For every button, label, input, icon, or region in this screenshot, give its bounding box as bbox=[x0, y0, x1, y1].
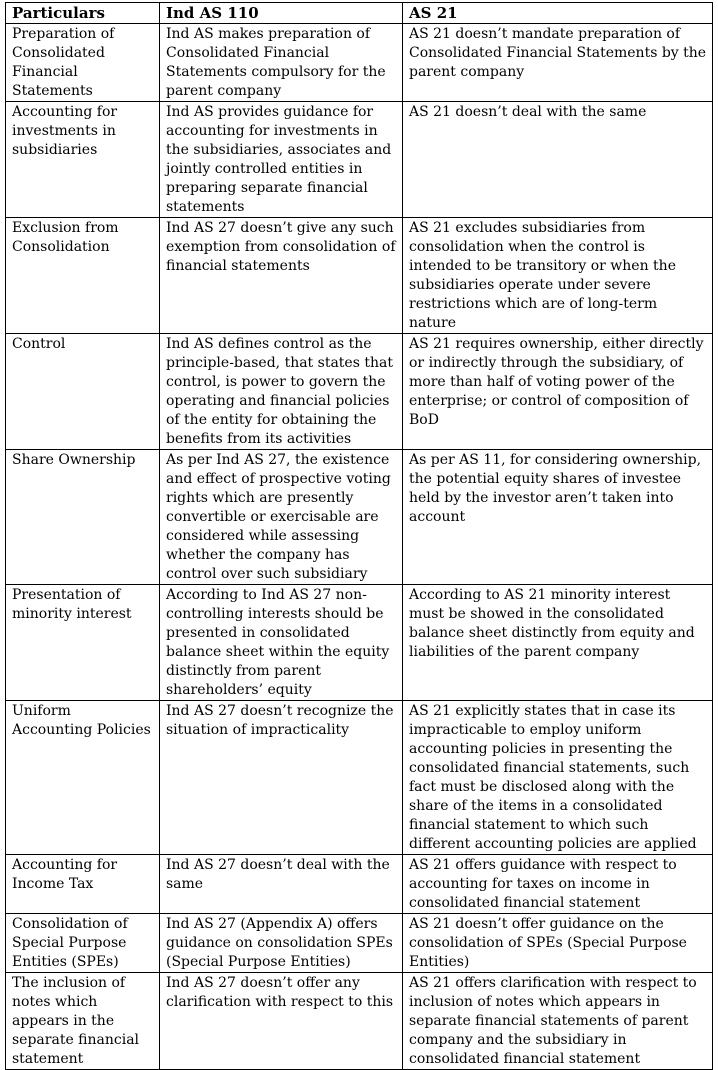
cell-as21: As per AS 11, for considering ownership, the potential equity shares of investee held by the investor aren’t taken into account bbox=[403, 450, 713, 585]
cell-particular: Control bbox=[6, 334, 160, 450]
cell-ind-as: According to Ind AS 27 non-controlling interests should be presented in consolidated balance sheet within the equity distinctly from parent shareholders’ equity bbox=[160, 585, 403, 701]
cell-ind-as: Ind AS 27 doesn’t give any such exemption from consolidation of financial statements bbox=[160, 218, 403, 334]
comparison-table bbox=[5, 2, 713, 1070]
cell-ind-as: Ind AS provides guidance for accounting for investments in the subsidiaries, associates and jointly controlled entities in preparing separate financial statements bbox=[160, 102, 403, 218]
cell-particular: The inclusion of notes which appears in the separate financial statement bbox=[6, 973, 160, 1070]
header-ind-as-110: Ind AS 110 bbox=[160, 3, 403, 24]
cell-as21: AS 21 excludes subsidiaries from consolidation when the control is intended to be transitory or when the subsidiaries operate under severe restrictions which are of long-term nature bbox=[403, 218, 713, 334]
cell-ind-as: Ind AS 27 (Appendix A) offers guidance on consolidation SPEs (Special Purpose Entities) bbox=[160, 914, 403, 973]
cell-ind-as: Ind AS 27 doesn’t deal with the same bbox=[160, 855, 403, 914]
cell-ind-as: Ind AS 27 doesn’t offer any clarification with respect to this bbox=[160, 973, 403, 1070]
table-row bbox=[6, 102, 713, 218]
cell-particular: Exclusion from Consolidation bbox=[6, 218, 160, 334]
table-row bbox=[6, 701, 713, 855]
cell-particular: Uniform Accounting Policies bbox=[6, 701, 160, 855]
header-as-21: AS 21 bbox=[403, 3, 713, 24]
cell-particular: Presentation of minority interest bbox=[6, 585, 160, 701]
header-particulars: Particulars bbox=[6, 3, 160, 24]
cell-ind-as: As per Ind AS 27, the existence and effect of prospective voting rights which are presently convertible or exercisable are considered while assessing whether the company has control over such subsidiary bbox=[160, 450, 403, 585]
table-row bbox=[6, 218, 713, 334]
table-row bbox=[6, 914, 713, 973]
cell-as21: AS 21 doesn’t deal with the same bbox=[403, 102, 713, 218]
cell-as21: AS 21 requires ownership, either directly or indirectly through the subsidiary, of more than half of voting power of the enterprise; or control of composition of BoD bbox=[403, 334, 713, 450]
cell-as21: AS 21 offers guidance with respect to accounting for taxes on income in consolidated financial statement bbox=[403, 855, 713, 914]
header-row bbox=[6, 3, 713, 24]
cell-particular: Accounting for Income Tax bbox=[6, 855, 160, 914]
cell-particular: Consolidation of Special Purpose Entities (SPEs) bbox=[6, 914, 160, 973]
cell-particular: Preparation of Consolidated Financial Statements bbox=[6, 24, 160, 102]
table-row bbox=[6, 334, 713, 450]
cell-particular: Share Ownership bbox=[6, 450, 160, 585]
table-row bbox=[6, 855, 713, 914]
cell-as21: AS 21 explicitly states that in case its impracticable to employ uniform accounting policies in presenting the consolidated financial statements, such fact must be disclosed along with the share of the items in a consolidated financial statement to which such different accounting policies are applied bbox=[403, 701, 713, 855]
cell-ind-as: Ind AS defines control as the principle-based, that states that control, is power to govern the operating and financial policies of the entity for obtaining the benefits from its activities bbox=[160, 334, 403, 450]
cell-ind-as: Ind AS 27 doesn’t recognize the situation of impracticality bbox=[160, 701, 403, 855]
cell-as21: According to AS 21 minority interest must be showed in the consolidated balance sheet distinctly from equity and liabilities of the parent company bbox=[403, 585, 713, 701]
table-row bbox=[6, 450, 713, 585]
cell-particular: Accounting for investments in subsidiaries bbox=[6, 102, 160, 218]
table-row bbox=[6, 24, 713, 102]
table-row bbox=[6, 585, 713, 701]
cell-as21: AS 21 doesn’t mandate preparation of Consolidated Financial Statements by the parent company bbox=[403, 24, 713, 102]
table-row bbox=[6, 973, 713, 1070]
cell-as21: AS 21 offers clarification with respect to inclusion of notes which appears in separate financial statements of parent company and the subsidiary in consolidated financial statement bbox=[403, 973, 713, 1070]
cell-ind-as: Ind AS makes preparation of Consolidated Financial Statements compulsory for the parent company bbox=[160, 24, 403, 102]
cell-as21: AS 21 doesn’t offer guidance on the consolidation of SPEs (Special Purpose Entities) bbox=[403, 914, 713, 973]
